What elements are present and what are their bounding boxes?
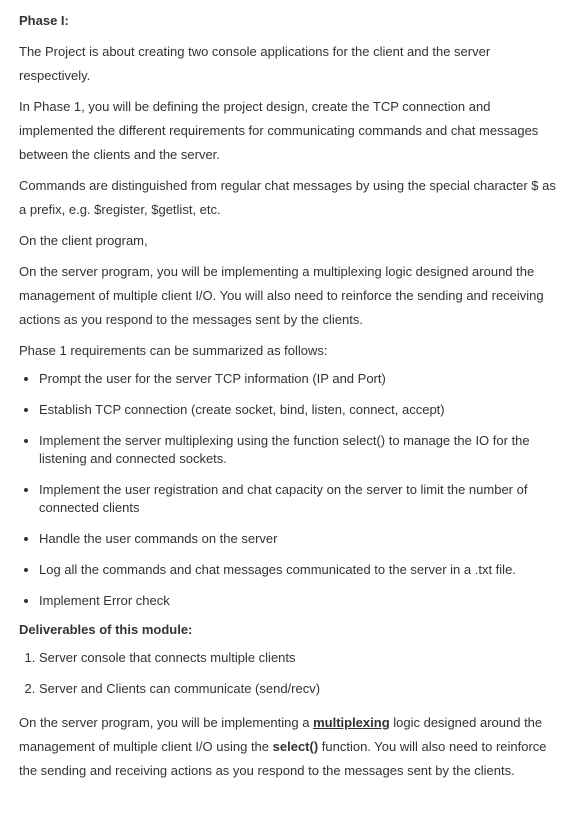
list-item: • Implement the server multiplexing using the function select() to manage the IO for the listening and connected sockets. bbox=[39, 432, 562, 468]
requirements-list bbox=[19, 370, 562, 610]
list-item: • Prompt the user for the server TCP information (IP and Port) bbox=[39, 370, 562, 388]
select-emphasis: select() bbox=[272, 739, 319, 754]
phase1-paragraph: In Phase 1, you will be defining the project design, create the TCP connection and implemented the different requirements for communicating commands and chat messages between the clients and the server. bbox=[19, 99, 539, 162]
list-item: • Establish TCP connection (create socket, bind, listen, connect, accept) bbox=[39, 401, 562, 419]
client-program-paragraph: On the client program, bbox=[19, 233, 148, 248]
list-item: • Log all the commands and chat messages communicated to the server in a .txt file. bbox=[39, 561, 562, 579]
final-text-2: logic designed around the management of multiple client I/O using the bbox=[19, 715, 543, 754]
requirements-intro: Phase 1 requirements can be summarized as follows: bbox=[19, 343, 328, 358]
deliverables-heading: Deliverables of this module: bbox=[19, 622, 193, 637]
final-text-1: On the server program, you will be implementing a bbox=[19, 715, 314, 730]
list-item: • Handle the user commands on the server bbox=[39, 530, 562, 548]
list-item: 1. Server console that connects multiple clients bbox=[39, 649, 562, 667]
deliverables-list bbox=[19, 649, 562, 698]
list-item: 2. Server and Clients can communicate (send/recv) bbox=[39, 680, 562, 698]
final-paragraph bbox=[19, 711, 562, 783]
commands-paragraph: Commands are distinguished from regular chat messages by using the special character $ as a prefix, e.g. $register, $getlist, etc. bbox=[19, 178, 556, 217]
phase-heading: Phase I: bbox=[19, 13, 69, 28]
multiplexing-emphasis: multiplexing bbox=[313, 715, 390, 730]
list-item: • Implement Error check bbox=[39, 592, 562, 610]
intro-paragraph: The Project is about creating two console applications for the client and the server respectively. bbox=[19, 44, 491, 83]
final-text-3: function. You will also need to reinforce the sending and receiving actions as you respond to the messages sent by the clients. bbox=[19, 739, 547, 778]
list-item: • Implement the user registration and chat capacity on the server to limit the number of connected clients bbox=[39, 481, 562, 517]
server-program-paragraph: On the server program, you will be implementing a multiplexing logic designed around the management of multiple client I/O. You will also need to reinforce the sending and receiving actions as you respond to the messages sent by the clients. bbox=[19, 264, 544, 327]
